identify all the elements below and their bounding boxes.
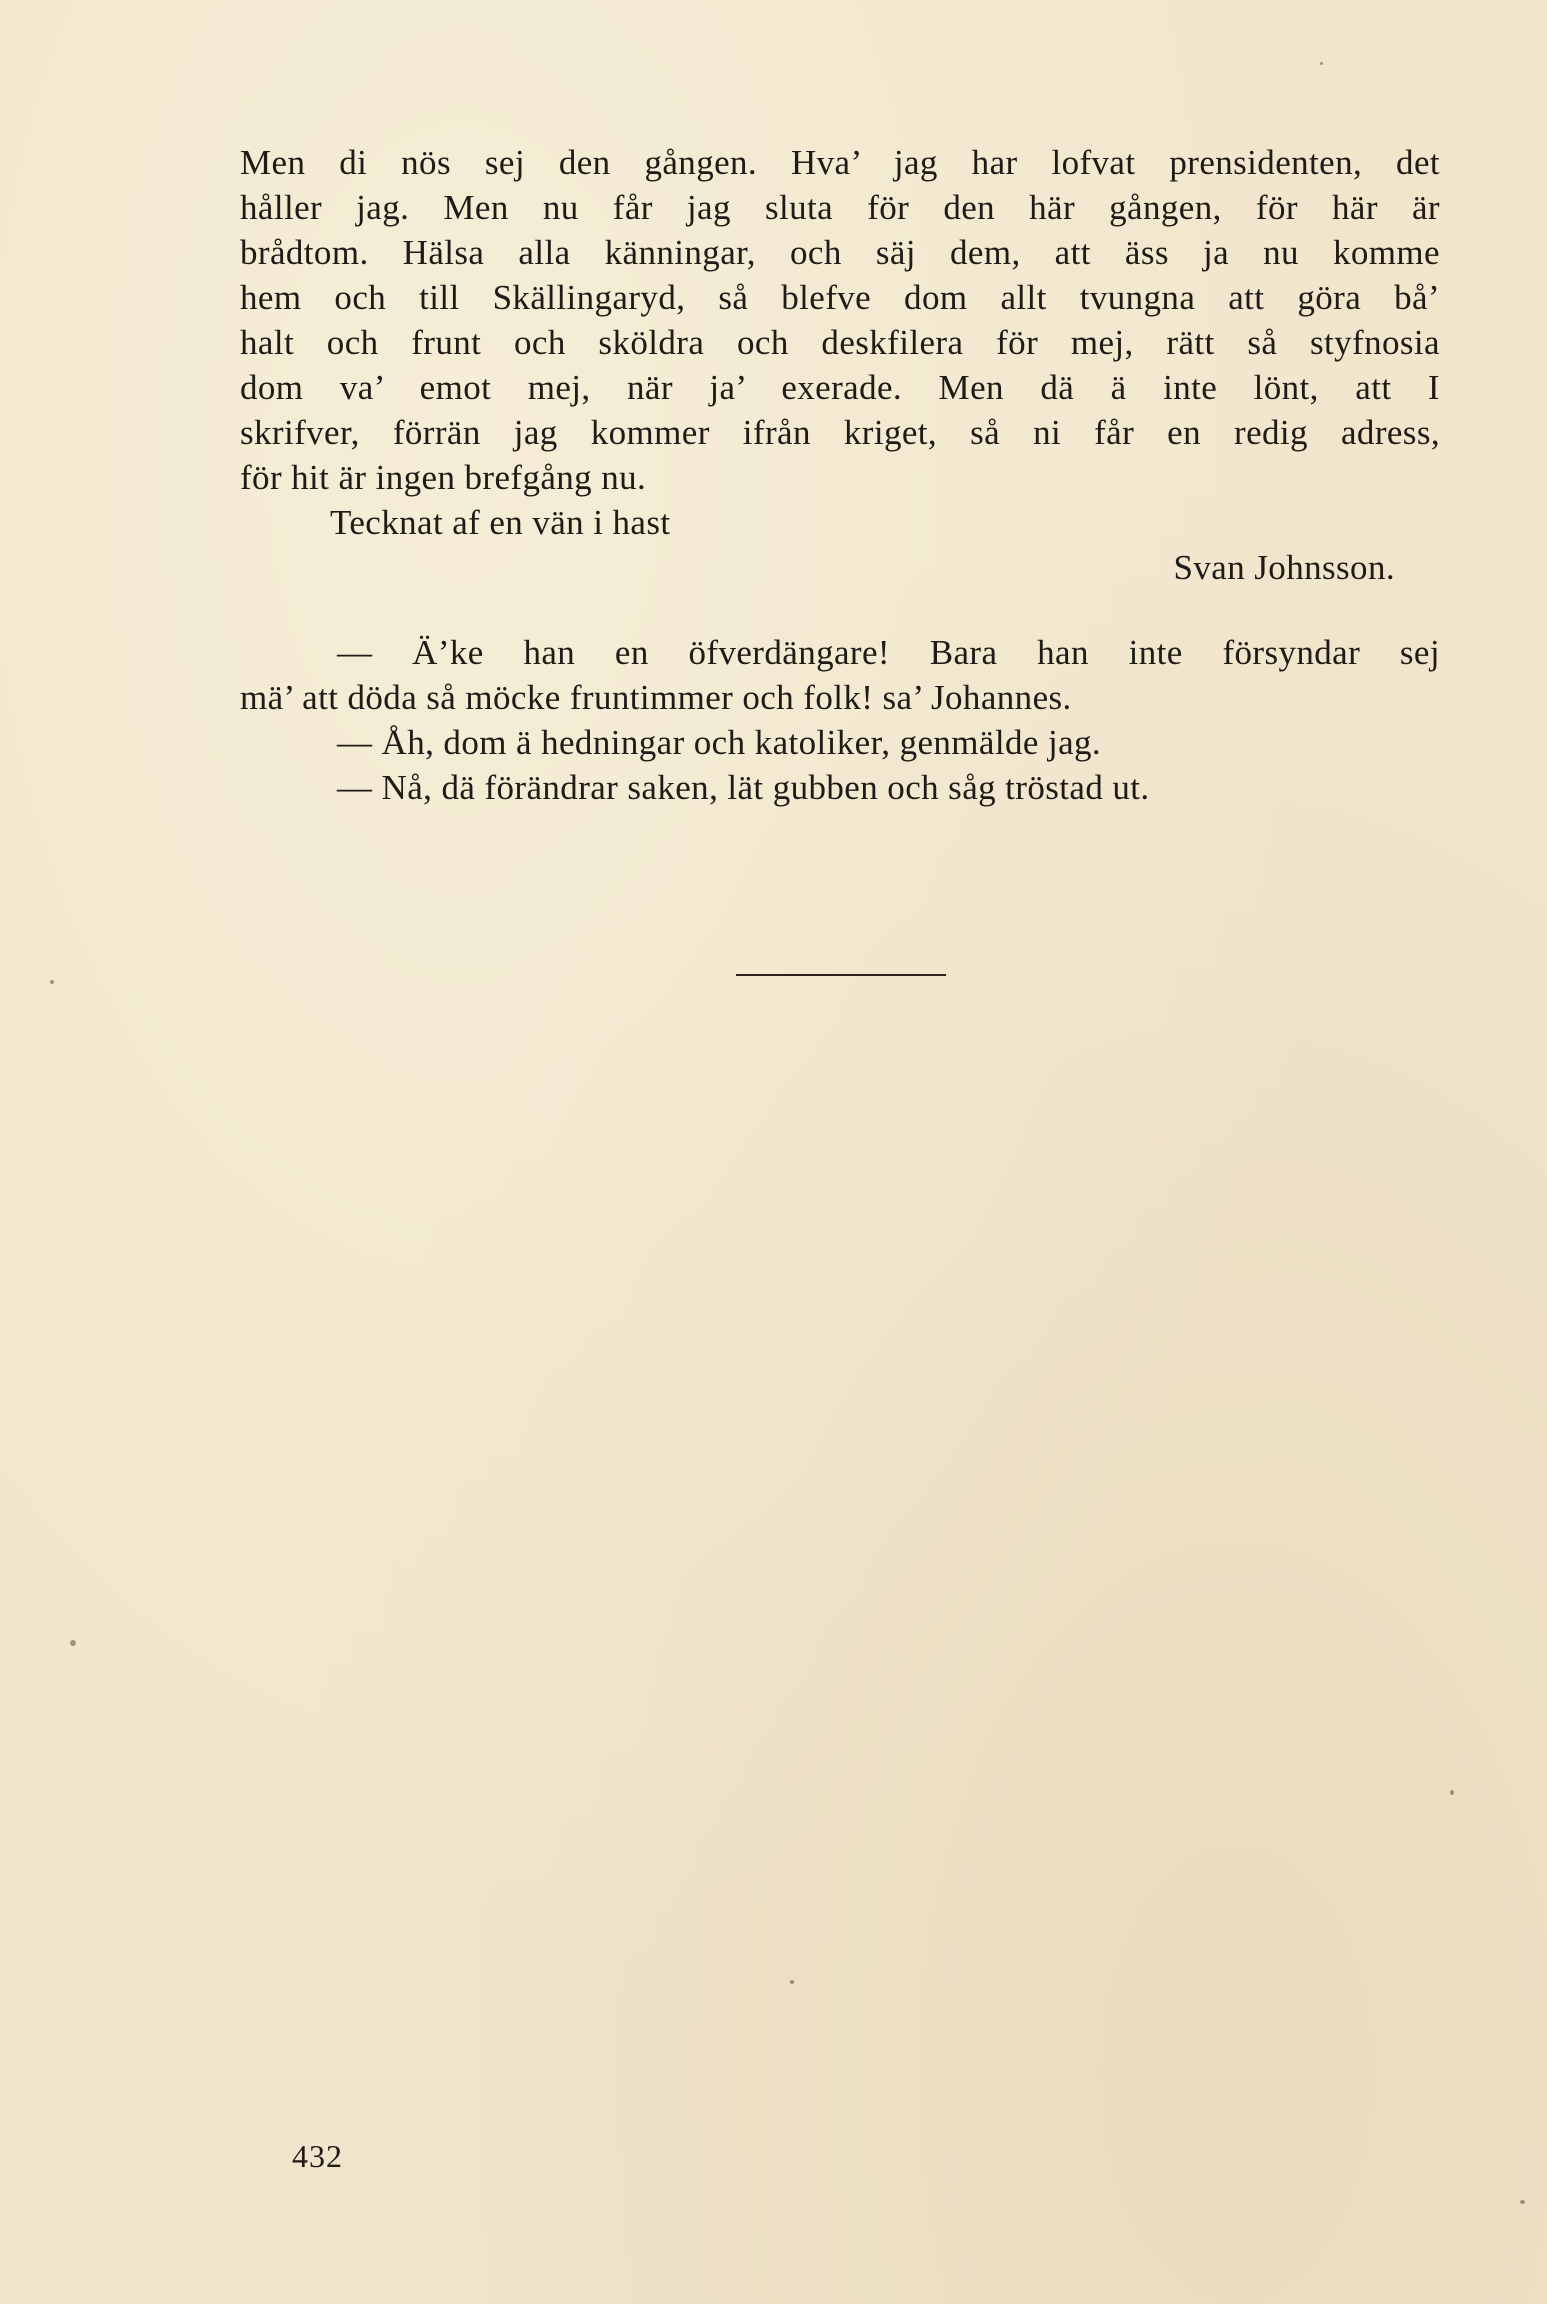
paper-speck <box>50 980 54 984</box>
dialogue-line: — Åh, dom ä hedningar och katoliker, genmälde jag. <box>337 723 1102 762</box>
paper-speck <box>1320 62 1323 65</box>
letter-line: dom va’ emot mej, när ja’ exerade. Men dä ä inte lönt, att I <box>240 368 1440 407</box>
section-divider <box>736 974 946 976</box>
letter-line: halt och frunt och sköldra och deskfilera för mej, rätt så styfnosia <box>240 323 1440 362</box>
letter-signoff: Tecknat af en vän i hast <box>330 503 671 542</box>
letter-signature: Svan Johnsson. <box>1173 548 1395 587</box>
letter-line: hem och till Skällingaryd, så blefve dom allt tvungna att göra bå’ <box>240 278 1440 317</box>
letter-line: Men di nös sej den gången. Hva’ jag har lofvat prensidenten, det <box>240 143 1440 182</box>
letter-line: brådtom. Hälsa alla känningar, och säj dem, att äss ja nu komme <box>240 233 1440 272</box>
dialogue-line: — Ä’ke han en öfverdängare! Bara han inte försyndar sej <box>337 633 1440 672</box>
paragraph-gap <box>240 590 1440 630</box>
paper-speck <box>1520 2200 1525 2204</box>
paper-speck <box>1450 1790 1454 1795</box>
text-block <box>240 140 1440 810</box>
letter-line: skrifver, förrän jag kommer ifrån kriget, så ni får en redig adress, <box>240 413 1440 452</box>
letter-line: för hit är ingen brefgång nu. <box>240 458 647 497</box>
dialogue-line: mä’ att döda så möcke fruntimmer och folk! sa’ Johannes. <box>240 678 1072 717</box>
letter-line: håller jag. Men nu får jag sluta för den här gången, för här är <box>240 188 1440 227</box>
page-number: 432 <box>292 2138 343 2174</box>
dialogue-line: — Nå, dä förändrar saken, lät gubben och såg tröstad ut. <box>337 768 1150 807</box>
paper-speck <box>70 1640 76 1646</box>
paper-speck <box>790 1980 794 1984</box>
